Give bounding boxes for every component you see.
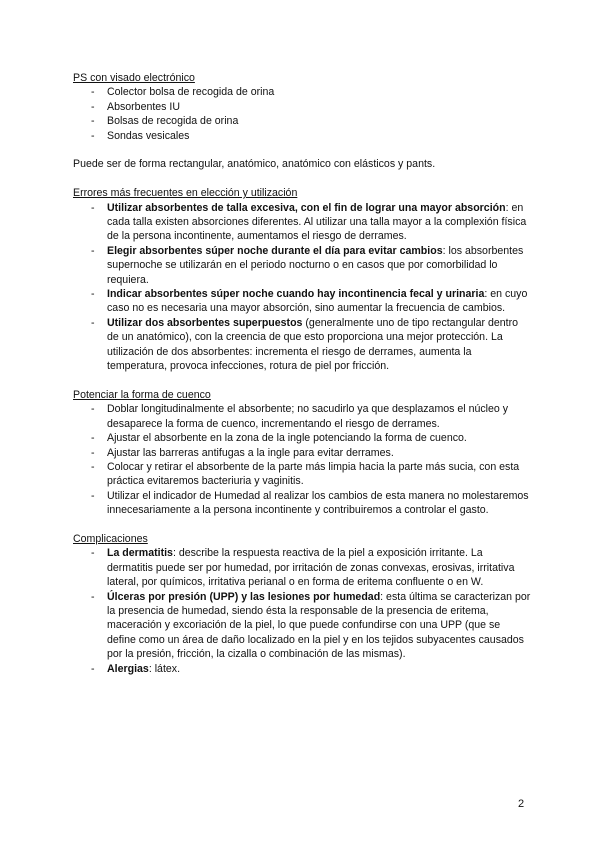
list-item-text: Colocar y retirar el absorbente de la parte más limpia hacia la parte más sucia, con esta práctica evitaremos bacteriuria y vaginitis. xyxy=(107,460,520,488)
list-item xyxy=(73,129,531,143)
paragraph-forma: Puede ser de forma rectangular, anatómico, anatómico con elásticos y pants. xyxy=(73,158,436,171)
list-item-text: : látex. xyxy=(148,662,181,675)
list-item-bold: Indicar absorbentes súper noche cuando hay incontinencia fecal y urinaria xyxy=(107,288,485,301)
dash-bullet: - xyxy=(91,489,95,502)
list-item xyxy=(73,114,531,128)
dash-bullet: - xyxy=(91,547,95,560)
page-number: 2 xyxy=(518,798,525,810)
dash-bullet: - xyxy=(91,86,95,99)
list-item xyxy=(73,546,531,589)
list-item xyxy=(73,316,531,374)
list-item-text: (generalmente uno de tipo rectangular dentro de un anatómico), con la creencia de que esto proporciona una mejor protección. La utilización de dos absorbentes: incrementa el riesgo de derrames, aumenta la temperatura, provoca infecciones, rotura de piel por fricción. xyxy=(107,316,519,373)
list-item xyxy=(73,662,531,676)
list-item-bold: Utilizar absorbentes de talla excesiva, con el fin de lograr una mayor absorción xyxy=(107,201,506,214)
dash-list xyxy=(73,201,531,374)
list-item-bold: La dermatitis xyxy=(107,547,173,560)
dash-bullet: - xyxy=(91,662,95,675)
dash-list xyxy=(73,85,531,143)
list-item-text: Doblar longitudinalmente el absorbente; no sacudirlo ya que desplazamos el núcleo y desaparece la forma de cuenco, incrementando el riesgo de derrames. xyxy=(107,403,509,430)
list-item-bold: Úlceras por presión (UPP) y las lesiones por humedad xyxy=(107,590,381,603)
spacer xyxy=(73,143,531,157)
dash-bullet: - xyxy=(91,446,95,459)
list-item-text: Utilizar el indicador de Humedad al realizar los cambios de esta manera no molestaremos innecesariamente a la persona incontinente y contribuiremos a controlar el gasto. xyxy=(107,489,529,517)
list-item xyxy=(73,100,531,114)
list-item-text: Bolsas de recogida de orina xyxy=(107,115,239,128)
list-item xyxy=(73,402,531,431)
dash-bullet: - xyxy=(91,244,95,257)
dash-bullet: - xyxy=(91,100,95,113)
section-complicaciones xyxy=(73,532,531,676)
list-item-text: : esta última se caracterizan por la presencia de humedad, siendo ésta la responsable de la presencia de eritema, maceración y excoriación de la piel, lo que puede confundirse con una UPP (que se define como un área de daño localizado en la piel y en los tejidos subyacentes causados por la presión, fricción, la cizalla o combinación de las mismas). xyxy=(107,590,531,661)
section-heading: Potenciar la forma de cuenco xyxy=(73,388,211,401)
list-item-bold: Elegir absorbentes súper noche durante el día para evitar cambios xyxy=(107,244,443,257)
dash-bullet: - xyxy=(91,590,95,603)
dash-bullet: - xyxy=(91,115,95,128)
section-heading: Complicaciones xyxy=(73,532,148,545)
spacer xyxy=(73,172,531,186)
dash-bullet: - xyxy=(91,432,95,445)
section-heading: PS con visado electrónico xyxy=(73,72,195,84)
document-page xyxy=(73,71,531,676)
section-cuenco xyxy=(73,388,531,518)
section-errores xyxy=(73,186,531,373)
list-item xyxy=(73,460,531,489)
dash-list xyxy=(73,546,531,676)
dash-list xyxy=(73,402,531,517)
section-heading: Errores más frecuentes en elección y utilización xyxy=(73,187,298,200)
list-item-bold: Utilizar dos absorbentes superpuestos xyxy=(107,316,303,329)
list-item xyxy=(73,244,531,287)
dash-bullet: - xyxy=(91,403,95,416)
section-ps-visado xyxy=(73,71,531,143)
list-item-text: : describe la respuesta reactiva de la piel a exposición irritante. La dermatitis puede ser por humedad, por irritación de zonas convexas, erosivas, irritativa lateral, por químicos, irritativa perianal o en forma de eritema confluente o en W. xyxy=(107,547,515,589)
list-item xyxy=(73,85,531,99)
list-item-text: Colector bolsa de recogida de orina xyxy=(107,86,275,99)
list-item-text: Absorbentes IU xyxy=(107,100,181,113)
dash-bullet: - xyxy=(91,201,95,214)
list-item xyxy=(73,590,531,662)
spacer xyxy=(73,518,531,532)
list-item xyxy=(73,431,531,445)
dash-bullet: - xyxy=(91,316,95,329)
list-item-text: : en cuyo caso no es necesaria una mayor absorción, sino aumentar la frecuencia de cambios. xyxy=(107,288,528,315)
list-item-text: Sondas vesicales xyxy=(107,129,190,142)
list-item-text: : en cada talla existen absorciones diferentes. Al utilizar una talla mayor a la complexión física de la persona incontinente, aumentamos el riesgo de derrames. xyxy=(107,201,527,243)
list-item-text: Ajustar el absorbente en la zona de la ingle potenciando la forma de cuenco. xyxy=(107,432,467,445)
list-item-text: : los absorbentes supernoche se utilizarán en el periodo nocturno o en casos que por comorbilidad lo requiera. xyxy=(107,244,524,286)
list-item xyxy=(73,287,531,316)
list-item-text: Ajustar las barreras antifugas a la ingle para evitar derrames. xyxy=(107,446,394,459)
dash-bullet: - xyxy=(91,129,95,142)
list-item xyxy=(73,201,531,244)
spacer xyxy=(73,374,531,388)
list-item-bold: Alergias xyxy=(107,662,149,675)
list-item xyxy=(73,489,531,518)
list-item xyxy=(73,446,531,460)
dash-bullet: - xyxy=(91,460,95,473)
dash-bullet: - xyxy=(91,288,95,301)
